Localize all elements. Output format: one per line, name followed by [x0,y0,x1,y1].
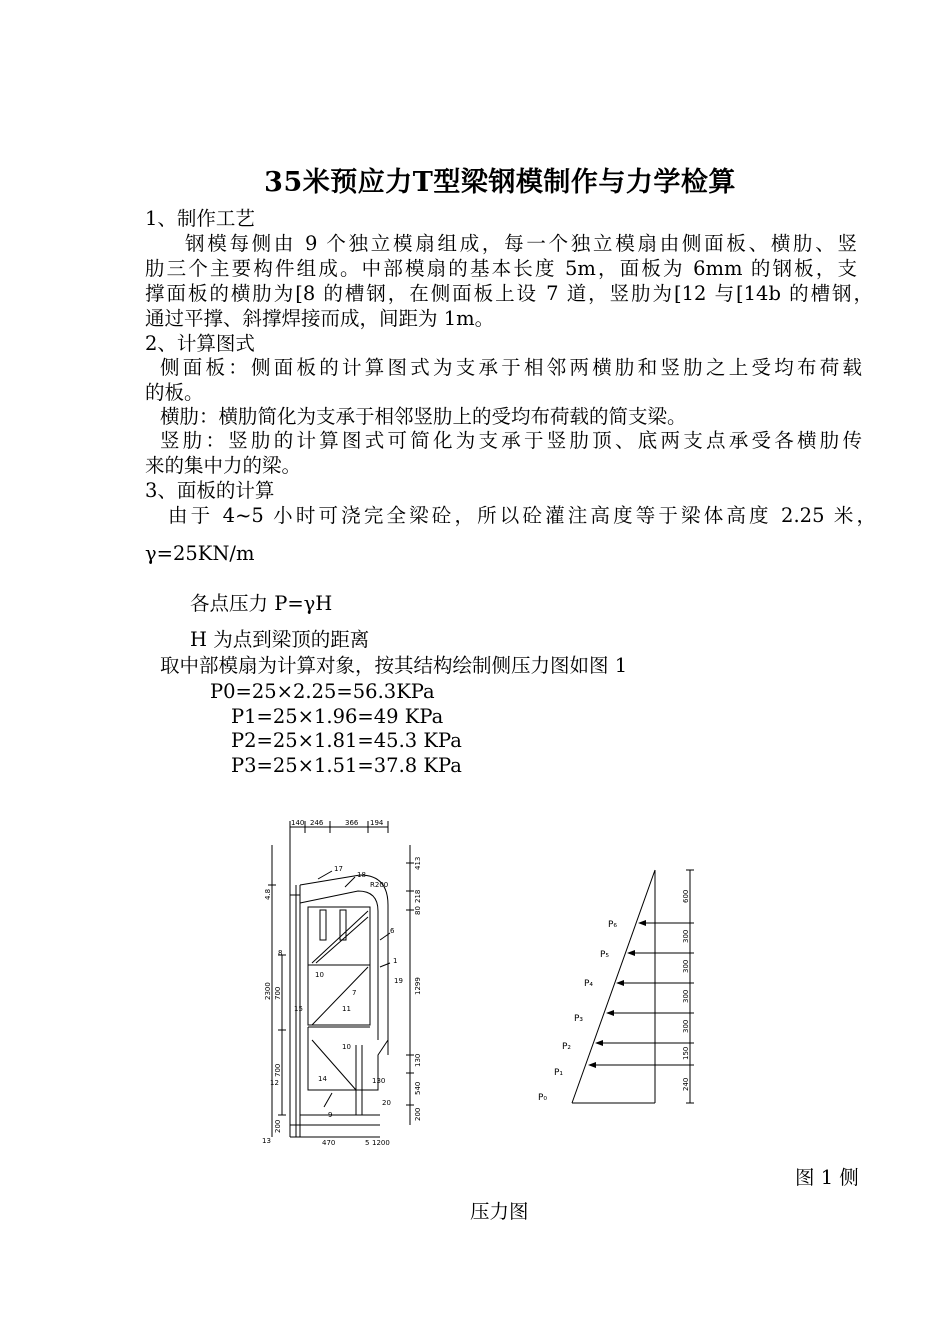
svg-text:80: 80 [414,906,422,915]
svg-text:413: 413 [414,856,422,870]
svg-text:200: 200 [414,1107,422,1121]
equation-p3: P3=25×1.51=37.8 KPa [231,754,462,777]
svg-text:P₁: P₁ [554,1068,564,1078]
svg-text:13: 13 [262,1137,271,1145]
svg-text:470: 470 [322,1139,336,1147]
svg-text:20: 20 [382,1099,391,1107]
svg-text:700: 700 [274,1063,282,1077]
figure-caption-part-1: 图 1 侧 [795,1166,859,1189]
svg-text:240: 240 [682,1077,690,1091]
svg-text:130: 130 [372,1077,386,1085]
svg-text:P₅: P₅ [600,950,610,960]
svg-text:18: 18 [357,871,366,879]
svg-text:P₃: P₃ [574,1014,584,1024]
section-3-heading: 3、面板的计算 [145,479,275,502]
svg-text:300: 300 [682,959,690,973]
section-1-line-3: 撑面板的横肋为[8 的槽钢，在侧面板上设 7 道，竖肋为[12 与[14b 的槽钢， [145,282,873,305]
svg-text:R200: R200 [370,881,389,889]
figure-caption-part-2: 压力图 [470,1200,529,1223]
svg-text:11: 11 [342,1005,351,1013]
svg-text:300: 300 [682,1019,690,1033]
section-2-line-5: 来的集中力的梁。 [145,454,302,477]
svg-text:1: 1 [393,957,398,965]
svg-text:15: 15 [294,1005,303,1013]
section-2-line-1: 侧面板：侧面板的计算图式为支承于相邻两横肋和竖肋之上受均布荷载 [160,356,862,379]
svg-text:150: 150 [682,1046,690,1060]
svg-text:P₄: P₄ [584,979,594,989]
svg-text:246: 246 [310,819,324,827]
svg-text:1299: 1299 [414,977,422,995]
take-section-line: 取中部模扇为计算对象，按其结构绘制侧压力图如图 1 [160,654,628,677]
section-2-line-3: 横肋：横肋简化为支承于相邻竖肋上的受均布荷载的简支梁。 [160,405,687,428]
section-1-line-1: 钢模每侧由 9 个独立模扇组成，每一个独立模扇由侧面板、横肋、竖 [185,232,857,255]
svg-text:300: 300 [682,929,690,943]
svg-text:700: 700 [274,986,282,1000]
svg-text:200: 200 [274,1119,282,1133]
h-definition: H 为点到梁顶的距离 [190,628,370,651]
equation-p0: P0=25×2.25=56.3KPa [210,680,435,703]
svg-text:17: 17 [334,865,343,873]
section-2-line-2: 的板。 [145,381,204,404]
svg-text:10: 10 [315,971,324,979]
svg-text:1200: 1200 [372,1139,390,1147]
svg-text:2300: 2300 [264,982,272,1000]
svg-text:5: 5 [365,1139,370,1147]
gamma-line: γ=25KN/m [145,542,255,565]
svg-text:300: 300 [682,989,690,1003]
svg-text:9: 9 [328,1111,333,1119]
svg-text:8: 8 [278,949,283,957]
section-1-heading: 1、制作工艺 [145,207,255,230]
svg-text:600: 600 [682,889,690,903]
pressure-formula: 各点压力 P=γH [190,592,333,615]
svg-text:194: 194 [370,819,384,827]
section-2-heading: 2、计算图式 [145,332,255,355]
lateral-pressure-diagram [530,865,705,1110]
svg-text:P₀: P₀ [538,1093,548,1103]
svg-text:19: 19 [394,977,403,985]
svg-text:P₂: P₂ [562,1042,572,1052]
svg-text:10: 10 [342,1043,351,1051]
svg-text:540: 540 [414,1081,422,1095]
section-2-line-4: 竖肋：竖肋的计算图式可简化为支承于竖肋顶、底两支点承受各横肋传 [160,429,862,452]
svg-text:P₆: P₆ [608,920,618,930]
svg-text:7: 7 [352,989,357,997]
svg-text:366: 366 [345,819,359,827]
svg-text:218: 218 [414,889,422,903]
equation-p1: P1=25×1.96=49 KPa [231,705,444,728]
svg-text:12: 12 [270,1079,279,1087]
page-title: 35米预应力T型梁钢模制作与力学检算 [264,167,736,198]
equation-p2: P2=25×1.81=45.3 KPa [231,729,462,752]
section-1-line-4: 通过平撑、斜撑焊接而成，间距为 1m。 [145,307,495,330]
svg-text:14: 14 [318,1075,327,1083]
svg-text:6: 6 [390,927,395,935]
svg-text:140: 140 [291,819,305,827]
formwork-section-drawing [260,815,430,1150]
section-1-line-2: 肋三个主要构件组成。中部模扇的基本长度 5m，面板为 6mm 的钢板，支 [145,257,857,280]
section-3-line-1: 由于 4~5 小时可浇完全梁砼，所以砼灌注高度等于梁体高度 2.25 米， [168,504,876,527]
svg-text:130: 130 [414,1053,422,1067]
svg-text:4.8: 4.8 [264,888,272,900]
